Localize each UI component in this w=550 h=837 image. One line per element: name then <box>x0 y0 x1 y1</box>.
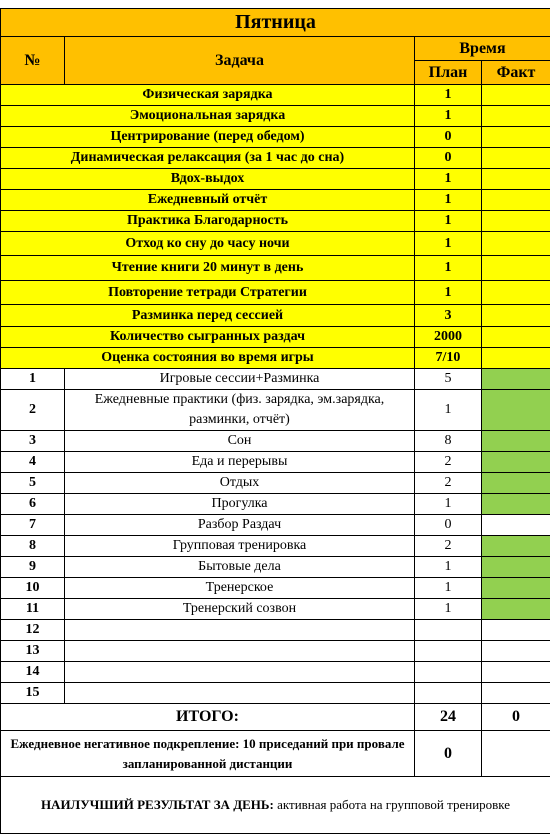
task-label[interactable]: Прогулка <box>65 494 415 515</box>
daily-plan[interactable]: 1 <box>415 256 482 281</box>
daily-row <box>1 327 550 348</box>
task-plan[interactable] <box>415 620 482 641</box>
header-task[interactable]: Задача <box>65 37 415 85</box>
daily-row <box>1 281 550 305</box>
table-row <box>1 473 550 494</box>
daily-row <box>1 106 550 127</box>
best-result-label: НАИЛУЧШИЙ РЕЗУЛЬТАТ ЗА ДЕНЬ: <box>40 797 274 812</box>
daily-fact[interactable] <box>482 232 550 256</box>
daily-row <box>1 305 550 327</box>
task-number[interactable]: 11 <box>1 599 65 620</box>
negative-value[interactable]: 0 <box>415 731 482 777</box>
daily-plan[interactable]: 1 <box>415 211 482 232</box>
daily-row <box>1 348 550 369</box>
task-plan[interactable]: 2 <box>415 452 482 473</box>
negative-row <box>1 731 550 777</box>
daily-label[interactable]: Центрирование (перед обедом) <box>1 127 415 148</box>
task-label[interactable] <box>65 620 415 641</box>
daily-row <box>1 85 550 106</box>
task-label[interactable]: Тренерское <box>65 578 415 599</box>
task-plan[interactable]: 1 <box>415 578 482 599</box>
daily-row <box>1 211 550 232</box>
best-result[interactable] <box>1 777 550 834</box>
task-number[interactable]: 5 <box>1 473 65 494</box>
table-row <box>1 683 550 704</box>
daily-label[interactable]: Оценка состояния во время игры <box>1 348 415 369</box>
table-row <box>1 452 550 473</box>
daily-plan[interactable]: 1 <box>415 281 482 305</box>
task-plan[interactable]: 8 <box>415 431 482 452</box>
task-number[interactable]: 14 <box>1 662 65 683</box>
task-plan[interactable] <box>415 683 482 704</box>
task-number[interactable]: 9 <box>1 557 65 578</box>
header-row-1 <box>1 37 550 61</box>
task-label[interactable] <box>65 662 415 683</box>
task-plan[interactable]: 5 <box>415 369 482 390</box>
task-number[interactable]: 1 <box>1 369 65 390</box>
daily-fact[interactable] <box>482 169 550 190</box>
top-strip-row <box>1 0 550 9</box>
daily-label[interactable]: Разминка перед сессией <box>1 305 415 327</box>
task-plan[interactable] <box>415 662 482 683</box>
header-plan[interactable]: План <box>415 61 482 85</box>
task-plan[interactable]: 1 <box>415 557 482 578</box>
best-result-value: активная работа на групповой тренировке <box>273 797 511 812</box>
task-fact[interactable] <box>482 683 550 704</box>
task-label[interactable] <box>65 641 415 662</box>
total-row <box>1 704 550 731</box>
table-row <box>1 515 550 536</box>
day-title[interactable]: Пятница <box>1 9 550 37</box>
daily-plan[interactable]: 3 <box>415 305 482 327</box>
task-fact[interactable] <box>482 369 550 390</box>
task-number[interactable]: 6 <box>1 494 65 515</box>
task-label[interactable]: Разбор Раздач <box>65 515 415 536</box>
daily-fact[interactable] <box>482 127 550 148</box>
task-fact[interactable] <box>482 641 550 662</box>
total-plan[interactable]: 24 <box>415 704 482 731</box>
best-result-row <box>1 777 550 834</box>
daily-fact[interactable] <box>482 190 550 211</box>
task-fact[interactable] <box>482 431 550 452</box>
daily-plan[interactable]: 0 <box>415 127 482 148</box>
daily-plan[interactable]: 1 <box>415 85 482 106</box>
daily-label[interactable]: Динамическая релаксация (за 1 час до сна) <box>1 148 415 169</box>
task-plan[interactable]: 1 <box>415 390 482 431</box>
task-number[interactable]: 4 <box>1 452 65 473</box>
daily-fact[interactable] <box>482 327 550 348</box>
task-fact[interactable] <box>482 557 550 578</box>
task-number[interactable]: 13 <box>1 641 65 662</box>
task-fact[interactable] <box>482 599 550 620</box>
daily-label[interactable]: Чтение книги 20 минут в день <box>1 256 415 281</box>
daily-fact[interactable] <box>482 305 550 327</box>
daily-label[interactable]: Повторение тетради Стратегии <box>1 281 415 305</box>
task-number[interactable]: 15 <box>1 683 65 704</box>
daily-label[interactable]: Отход ко сну до часу ночи <box>1 232 415 256</box>
table-row <box>1 536 550 557</box>
task-label[interactable]: Групповая тренировка <box>65 536 415 557</box>
task-fact[interactable] <box>482 390 550 431</box>
task-fact[interactable] <box>482 473 550 494</box>
daily-label[interactable]: Практика Благодарность <box>1 211 415 232</box>
daily-plan[interactable]: 1 <box>415 169 482 190</box>
task-number[interactable]: 3 <box>1 431 65 452</box>
task-number[interactable]: 2 <box>1 390 65 431</box>
daily-row <box>1 256 550 281</box>
task-fact[interactable] <box>482 578 550 599</box>
daily-fact[interactable] <box>482 256 550 281</box>
daily-label[interactable]: Физическая зарядка <box>1 85 415 106</box>
task-plan[interactable]: 0 <box>415 515 482 536</box>
daily-plan[interactable]: 1 <box>415 232 482 256</box>
task-fact[interactable] <box>482 515 550 536</box>
daily-row <box>1 148 550 169</box>
daily-fact[interactable] <box>482 281 550 305</box>
total-label[interactable]: ИТОГО: <box>1 704 415 731</box>
task-plan[interactable]: 1 <box>415 494 482 515</box>
total-fact[interactable]: 0 <box>482 704 550 731</box>
table-row <box>1 390 550 431</box>
daily-row <box>1 169 550 190</box>
task-plan[interactable]: 1 <box>415 599 482 620</box>
table-row <box>1 557 550 578</box>
task-label[interactable]: Ежедневные практики (физ. зарядка, эм.зарядка, разминки, отчёт) <box>65 390 415 431</box>
task-fact[interactable] <box>482 536 550 557</box>
task-fact[interactable] <box>482 452 550 473</box>
daily-label[interactable]: Эмоциональная зарядка <box>1 106 415 127</box>
task-label[interactable]: Еда и перерывы <box>65 452 415 473</box>
daily-row <box>1 190 550 211</box>
top-strip <box>1 0 550 9</box>
task-fact[interactable] <box>482 620 550 641</box>
header-fact[interactable]: Факт <box>482 61 550 85</box>
daily-label[interactable]: Количество сыгранных раздач <box>1 327 415 348</box>
table-row <box>1 662 550 683</box>
table-row <box>1 369 550 390</box>
daily-label[interactable]: Ежедневный отчёт <box>1 190 415 211</box>
daily-fact[interactable] <box>482 106 550 127</box>
daily-row <box>1 127 550 148</box>
task-fact[interactable] <box>482 494 550 515</box>
task-fact[interactable] <box>482 662 550 683</box>
table-row <box>1 431 550 452</box>
negative-empty[interactable] <box>482 731 550 777</box>
table-row <box>1 641 550 662</box>
daily-plan[interactable]: 0 <box>415 148 482 169</box>
task-label[interactable] <box>65 683 415 704</box>
task-plan[interactable]: 2 <box>415 536 482 557</box>
task-number[interactable]: 12 <box>1 620 65 641</box>
table-row <box>1 620 550 641</box>
table-row <box>1 599 550 620</box>
daily-label[interactable]: Вдох-выдох <box>1 169 415 190</box>
task-label[interactable]: Сон <box>65 431 415 452</box>
task-label[interactable]: Игровые сессии+Разминка <box>65 369 415 390</box>
daily-plan[interactable]: 2000 <box>415 327 482 348</box>
daily-plan[interactable]: 1 <box>415 106 482 127</box>
task-plan[interactable] <box>415 641 482 662</box>
task-number[interactable]: 7 <box>1 515 65 536</box>
daily-fact[interactable] <box>482 348 550 369</box>
daily-row <box>1 232 550 256</box>
daily-fact[interactable] <box>482 211 550 232</box>
task-label[interactable]: Бытовые дела <box>65 557 415 578</box>
daily-fact[interactable] <box>482 85 550 106</box>
table-row <box>1 494 550 515</box>
task-label[interactable]: Тренерский созвон <box>65 599 415 620</box>
task-number[interactable]: 10 <box>1 578 65 599</box>
task-number[interactable]: 8 <box>1 536 65 557</box>
table-row <box>1 578 550 599</box>
task-plan[interactable]: 2 <box>415 473 482 494</box>
task-label[interactable]: Отдых <box>65 473 415 494</box>
negative-label[interactable]: Ежедневное негативное подкрепление: 10 приседаний при провале запланированной дистанции <box>1 731 415 777</box>
daily-plan[interactable]: 1 <box>415 190 482 211</box>
daily-fact[interactable] <box>482 148 550 169</box>
daily-plan[interactable]: 7/10 <box>415 348 482 369</box>
title-row <box>1 9 550 37</box>
header-number[interactable]: № <box>1 37 65 85</box>
header-time[interactable]: Время <box>415 37 550 61</box>
